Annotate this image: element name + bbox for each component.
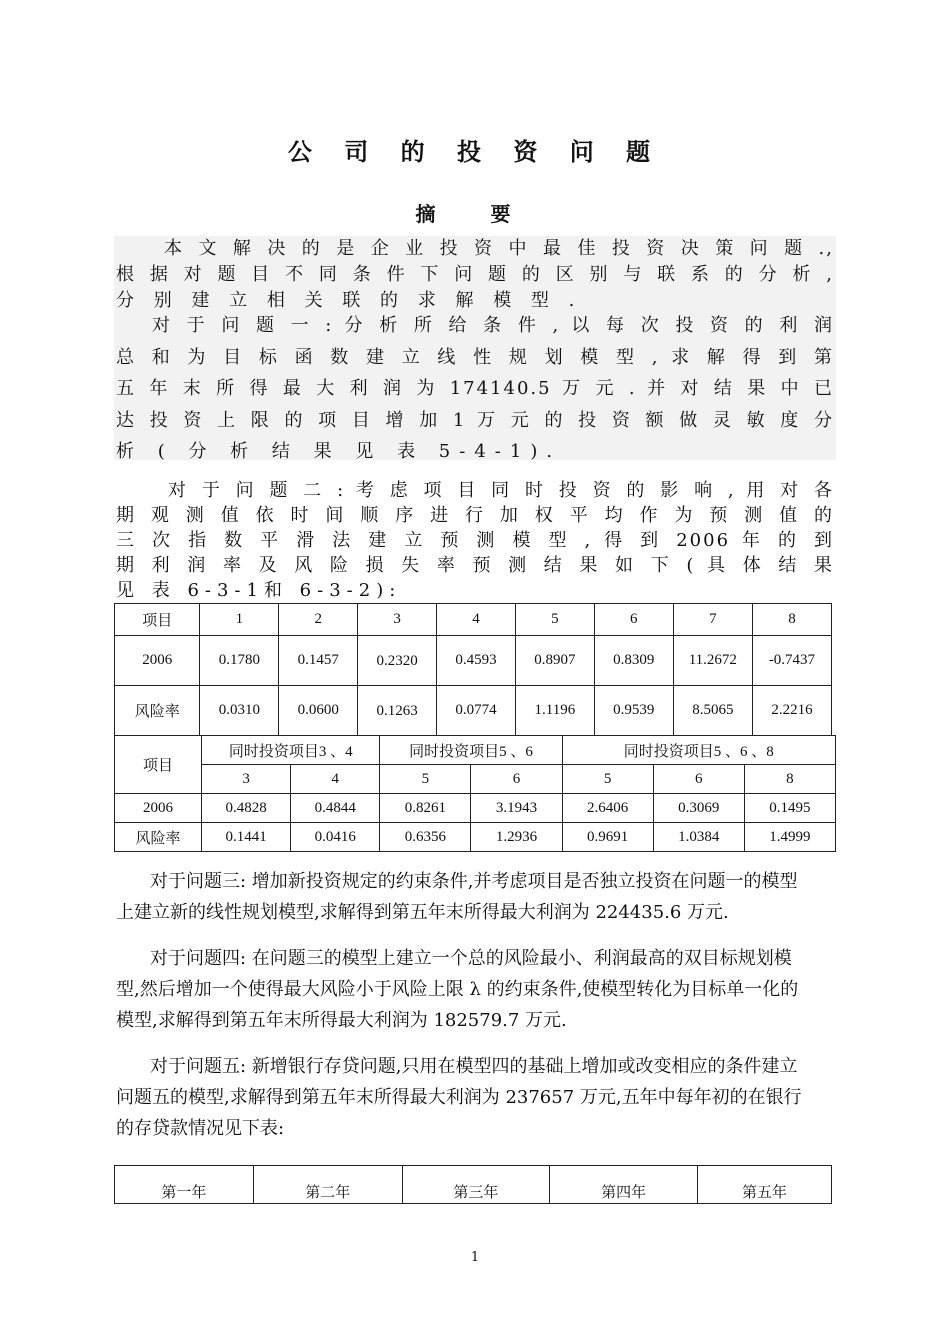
table-cell: 第三年: [402, 1166, 550, 1204]
table-cell: 风险率: [115, 823, 202, 852]
text-line: 对于问题四: 在问题三的模型上建立一个总的风险最小、利润最高的双目标规划模: [150, 948, 792, 969]
table-cell: 0.0600: [279, 686, 358, 736]
forecast-table-1: [114, 603, 832, 736]
text-line: 对于问题三: 增加新投资规定的约束条件,并考虑项目是否独立投资在问题一的模型: [150, 871, 798, 892]
table-cell: 同时投资项目5 、6 、8: [562, 736, 835, 765]
table-cell: 2.2216: [752, 686, 831, 736]
table-cell: 8.5065: [673, 686, 752, 736]
table-row: [115, 794, 836, 823]
table-cell: 1.0384: [653, 823, 744, 852]
table-header-row: [115, 604, 832, 636]
table-row: [115, 636, 832, 686]
paragraph-question-5: [116, 1051, 836, 1144]
table-cell: 3: [358, 604, 437, 636]
table-cell: 同时投资项目5 、6: [380, 736, 562, 765]
table-cell: 1.2936: [471, 823, 562, 852]
text-line: 对于问题五: 新增银行存贷问题,只用在模型四的基础上增加或改变相应的条件建立: [150, 1056, 798, 1077]
table-cell: 4: [291, 765, 380, 794]
text-line: 的存贷款情况见下表:: [116, 1118, 285, 1139]
abstract-paragraph-2: [116, 310, 834, 468]
table-cell: 0.1263: [358, 686, 437, 736]
text-line: 问题五的模型,求解得到第五年末所得最大利润为 237657 万元,五年中每年初的在银行: [116, 1087, 802, 1108]
paragraph-question-3: [116, 866, 836, 928]
text-line: 期 利 润 率 及 风 险 损 失 率 预 测 结 果 如 下 ( 具 体 结 果: [116, 555, 834, 576]
table-cell: 0.2320: [358, 636, 437, 686]
table-cell: 0.0416: [291, 823, 380, 852]
table-cell: 项目: [115, 604, 200, 636]
text-line: 总 和 为 目 标 函 数 建 立 线 性 规 划 模 型 , 求 解 得 到 第: [116, 346, 834, 368]
table-cell: 0.1457: [279, 636, 358, 686]
table-cell: 0.8309: [594, 636, 673, 686]
table-cell: 6: [594, 604, 673, 636]
table-cell: 8: [744, 765, 835, 794]
table-cell: 风险率: [115, 686, 200, 736]
text-line: 期 观 测 值 依 时 间 顺 序 进 行 加 权 平 均 作 为 预 测 值 的: [116, 505, 834, 526]
page-title: 公 司 的 投 资 问 题: [287, 138, 663, 166]
table-header-row: [115, 1166, 832, 1204]
table-cell: 0.9539: [594, 686, 673, 736]
table-cell: 0.6356: [380, 823, 471, 852]
table-cell: 2006: [115, 636, 200, 686]
text-line: 见 表 6-3-1和 6-3-2):: [116, 580, 402, 601]
table-cell: 0.8261: [380, 794, 471, 823]
table-cell: 2: [279, 604, 358, 636]
table-header-row: [115, 736, 836, 765]
table-cell: 5: [562, 765, 653, 794]
text-line: 分 别 建 立 相 关 联 的 求 解 模 型 .: [116, 290, 582, 311]
page-number: 1: [470, 1250, 480, 1265]
table-cell: 0.4844: [291, 794, 380, 823]
table-cell: 1.1196: [515, 686, 594, 736]
table-cell: 0.1441: [202, 823, 291, 852]
table-cell: 2006: [115, 794, 202, 823]
text-line: 析 ( 分 析 结 果 见 表 5-4-1).: [116, 441, 562, 462]
forecast-table-2: [114, 735, 836, 852]
table-cell: 4: [437, 604, 516, 636]
table-cell: 0.1780: [200, 636, 279, 686]
table-cell: 1: [200, 604, 279, 636]
table-cell: -0.7437: [752, 636, 831, 686]
table-cell: 第五年: [698, 1166, 832, 1204]
table-cell: 第四年: [550, 1166, 698, 1204]
table-cell: 0.4593: [437, 636, 516, 686]
text-line: 对 于 问 题 一 : 分 析 所 给 条 件 , 以 每 次 投 资 的 利 润: [152, 315, 834, 336]
text-line: 五 年 末 所 得 最 大 利 润 为 174140.5 万 元 . 并 对 结 果 中 已: [116, 378, 834, 399]
table-cell: 项目: [115, 736, 202, 794]
table-cell: 11.2672: [673, 636, 752, 686]
table-cell: 第二年: [253, 1166, 402, 1204]
table-cell: 8: [752, 604, 831, 636]
table-cell: 0.4828: [202, 794, 291, 823]
paragraph-question-4: [116, 943, 836, 1036]
table-cell: 3: [202, 765, 291, 794]
text-line: 对 于 问 题 二 : 考 虑 项 目 同 时 投 资 的 影 响 , 用 对 各: [168, 480, 834, 501]
table-cell: 6: [471, 765, 562, 794]
text-line: 型,然后增加一个使得最大风险小于风险上限 λ 的约束条件,使模型转化为目标单一化的: [116, 979, 799, 1000]
table-cell: 0.0774: [437, 686, 516, 736]
table-cell: 0.0310: [200, 686, 279, 736]
abstract-paragraph-1: [116, 236, 834, 314]
table-cell: 7: [673, 604, 752, 636]
table-cell: 1.4999: [744, 823, 835, 852]
text-line: 模型,求解得到第五年末所得最大利润为 182579.7 万元.: [116, 1010, 567, 1031]
abstract-heading: 摘 要: [415, 202, 535, 226]
table-cell: 同时投资项目3 、4: [202, 736, 380, 765]
table-cell: 6: [653, 765, 744, 794]
table-cell: 5: [380, 765, 471, 794]
table-cell: 3.1943: [471, 794, 562, 823]
table-header-row: [115, 765, 836, 794]
table-cell: 2.6406: [562, 794, 653, 823]
table-row: [115, 686, 832, 736]
text-line: 达 投 资 上 限 的 项 目 增 加 1 万 元 的 投 资 额 做 灵 敏 度 分: [116, 409, 834, 431]
table-cell: 0.3069: [653, 794, 744, 823]
text-line: 上建立新的线性规划模型,求解得到第五年末所得最大利润为 224435.6 万元.: [116, 902, 729, 923]
text-line: 本 文 解 决 的 是 企 业 投 资 中 最 佳 投 资 决 策 问 题 .,: [164, 238, 834, 259]
bank-deposit-table: [114, 1165, 832, 1204]
table-row: [115, 823, 836, 852]
table-cell: 5: [515, 604, 594, 636]
table-cell: 第一年: [115, 1166, 254, 1204]
table-cell: 0.9691: [562, 823, 653, 852]
text-line: 三 次 指 数 平 滑 法 建 立 预 测 模 型 , 得 到 2006 年 的 到: [116, 530, 834, 551]
abstract-paragraph-3: [116, 478, 834, 603]
text-line: 根 据 对 题 目 不 同 条 件 下 问 题 的 区 别 与 联 系 的 分 析 ,: [116, 264, 834, 285]
table-cell: 0.1495: [744, 794, 835, 823]
table-cell: 0.8907: [515, 636, 594, 686]
